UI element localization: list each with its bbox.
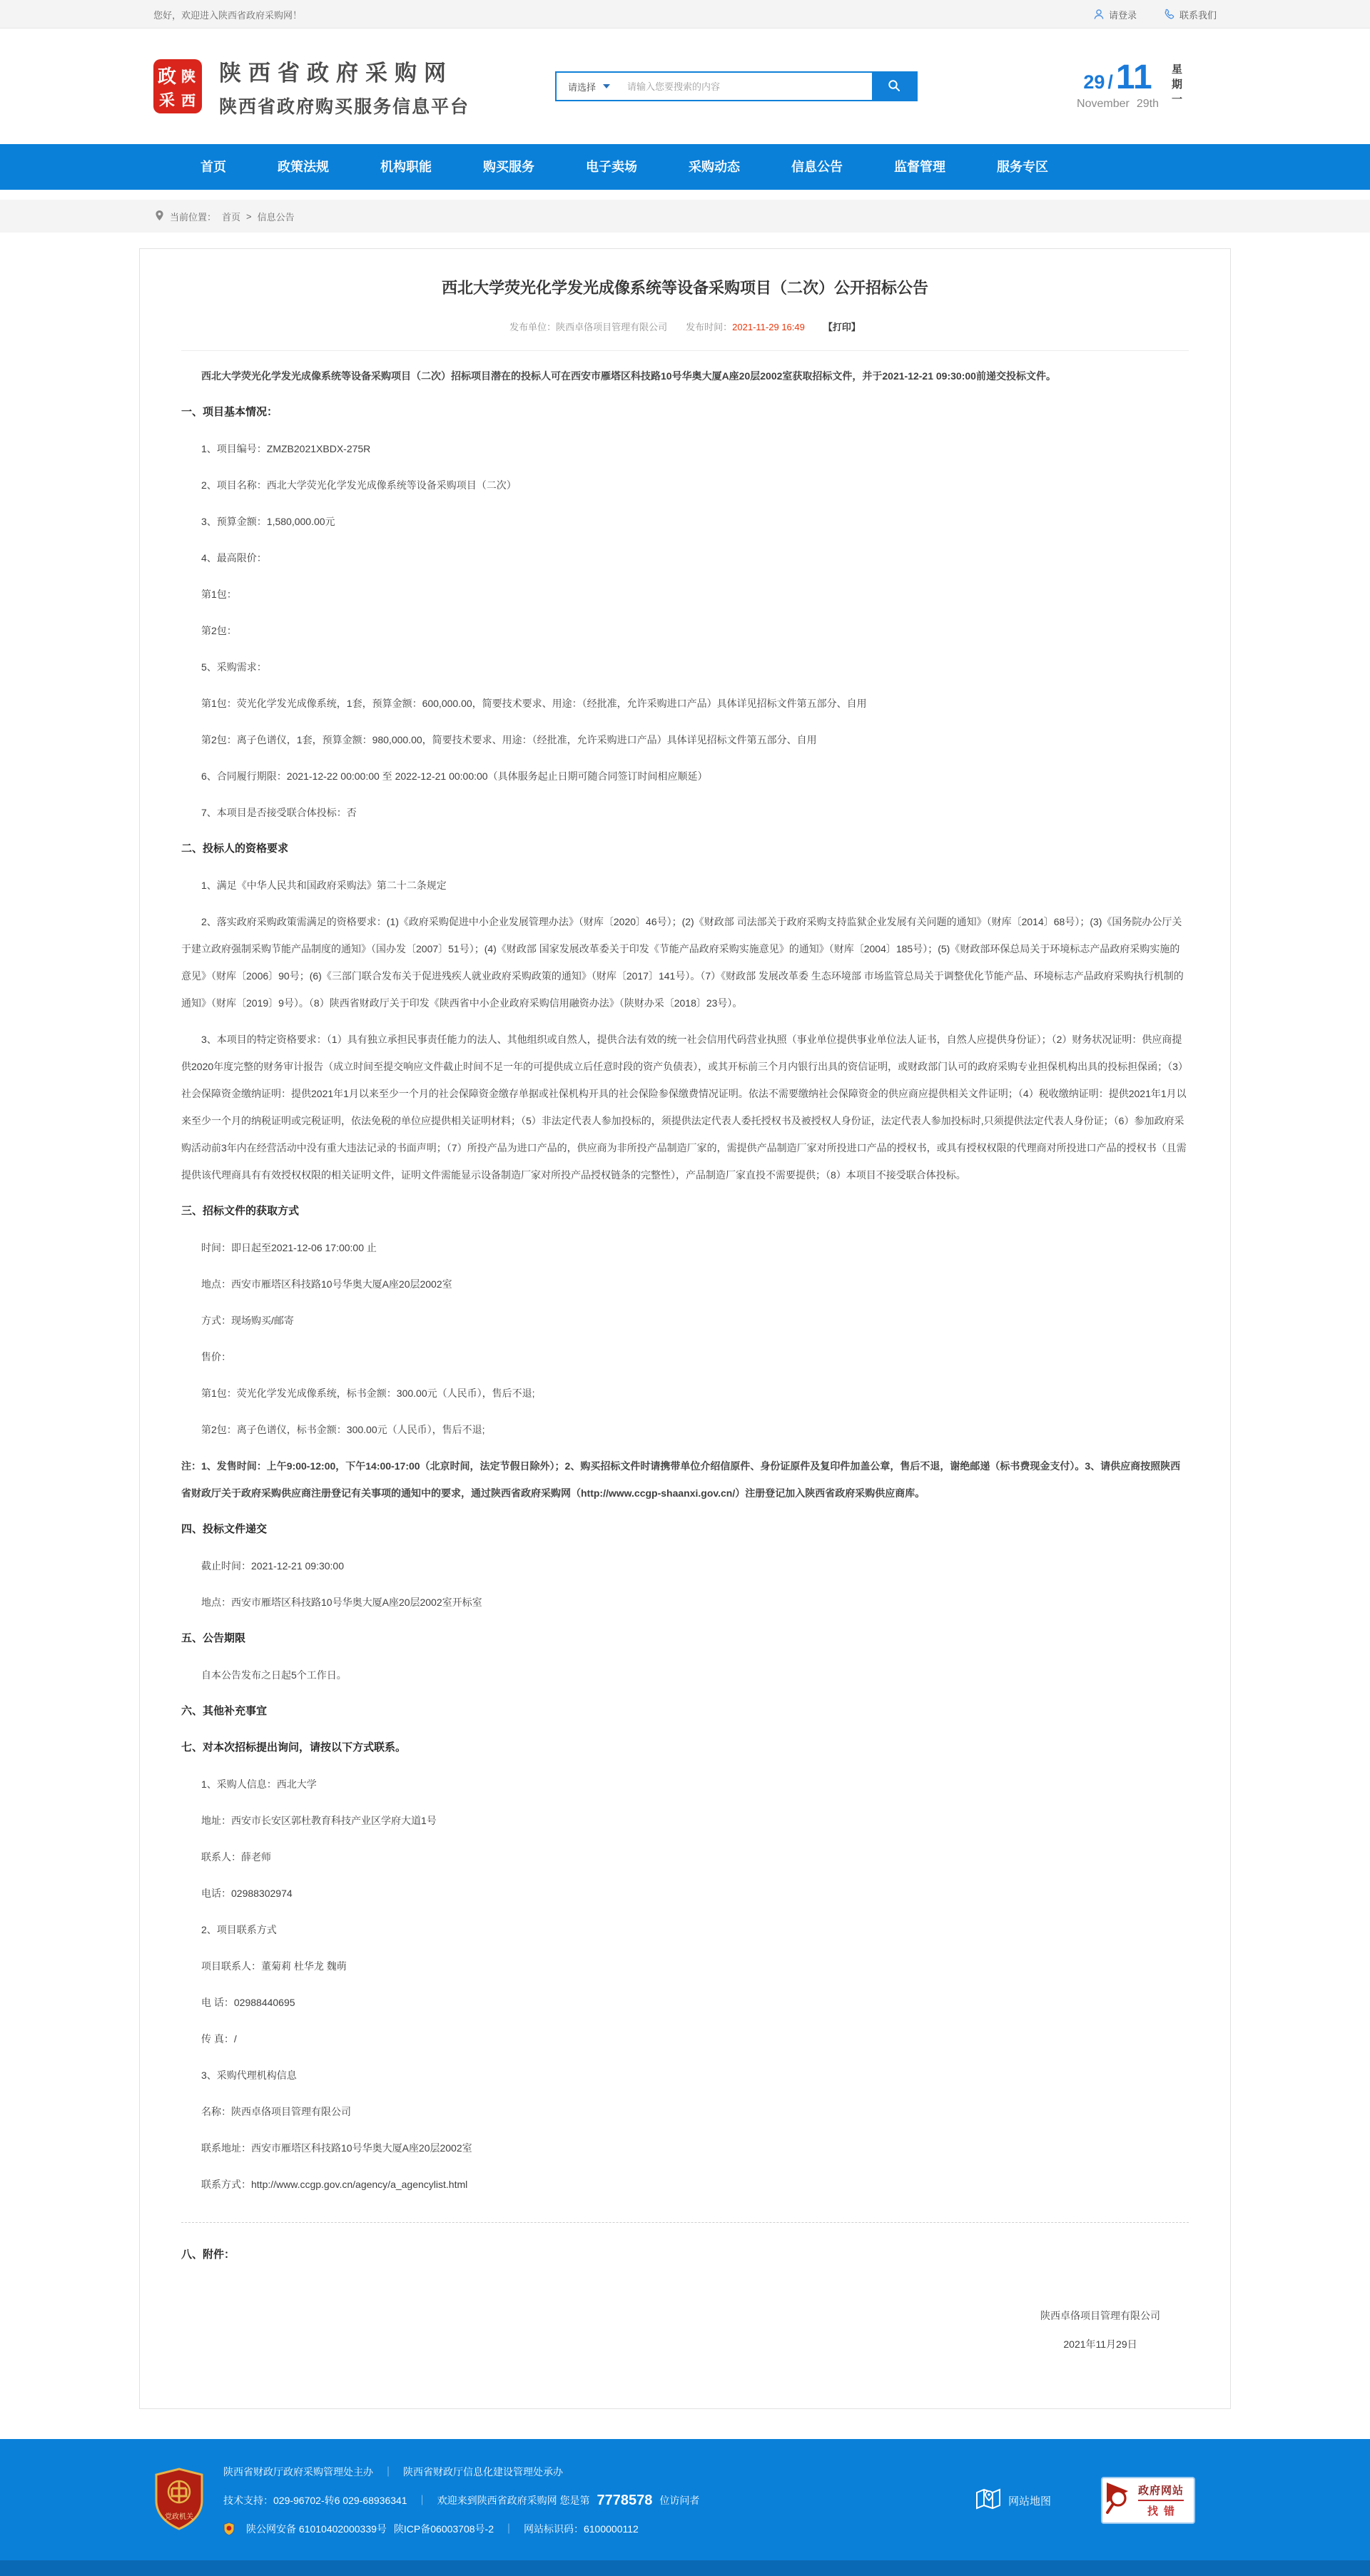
signature-company: 陕西卓佫项目管理有限公司 — [1040, 2310, 1160, 2321]
publish-time-value: 2021-11-29 16:49 — [732, 322, 805, 332]
article-paragraph: 第2包：离子色谱仪，标书金额：300.00元（人民币），售后不退; — [201, 1424, 485, 1435]
date-slash: / — [1107, 71, 1113, 93]
logo-seal-icon — [153, 59, 202, 113]
login-label: 请登录 — [1108, 9, 1137, 21]
article-paragraph: 2、项目名称：西北大学荧光化学发光成像系统等设备采购项目（二次） — [201, 479, 517, 491]
article-paragraph: 第2包：离子色谱仪，1套，预算金额：980,000.00，简要技术要求、用途：（经批准，允许采购进口产品）具体详见招标文件第五部分、自用 — [201, 734, 817, 745]
nav-item-8[interactable]: 服务专区 — [997, 160, 1048, 174]
government-emblem-icon — [153, 2468, 205, 2534]
article-paragraph: 电 话：02988440695 — [201, 1997, 295, 2008]
greeting-text: 您好，欢迎进入陕西省政府采购网！ — [153, 9, 303, 21]
search-input[interactable] — [620, 73, 872, 100]
article-paragraph: 地址：西安市长安区郭杜教育科技产业区学府大道1号 — [201, 1815, 437, 1826]
contact-label: 联系我们 — [1179, 9, 1217, 21]
attachment-divider — [181, 2222, 1189, 2223]
article-paragraph: 西北大学荧光化学发光成像系统等设备采购项目（二次）招标项目潜在的投标人可在西安市雁塔区科技路10号华奥大厦A座20层2002室获取招标文件，并于2021-12-21 09:30:00前递交投标文件。 — [201, 370, 1056, 382]
article-paragraph: 第1包： — [201, 589, 237, 600]
article-paragraph: 售价： — [201, 1351, 231, 1363]
sitemap-map-icon — [975, 2487, 1001, 2514]
nav-item-1[interactable]: 政策法规 — [278, 160, 329, 174]
article-paragraph: 1、采购人信息：西北大学 — [201, 1778, 317, 1790]
main-content — [0, 233, 1370, 2439]
error-badge-divider — [1138, 2500, 1184, 2501]
site-subtitle: 陕西省政府购买服务信息平台 — [219, 96, 470, 117]
footer-visitor-suffix: 位访问者 — [659, 2495, 700, 2506]
search-button[interactable] — [872, 73, 916, 100]
search-icon — [887, 78, 901, 95]
section-heading: 三、招标文件的获取方式 — [181, 1205, 300, 1217]
seal-char: 采 — [158, 91, 175, 109]
breadcrumb-current[interactable]: 信息公告 — [257, 211, 295, 223]
nav-item-2[interactable]: 机构职能 — [380, 160, 432, 174]
footer-co-organizer: 陕西省财政厅信息化建设管理处承办 — [403, 2466, 563, 2478]
article-paragraph: 方式：现场购买/邮寄 — [201, 1315, 294, 1326]
article-paragraph: 传 真：/ — [201, 2033, 237, 2045]
nav-items — [139, 144, 1231, 190]
section-heading: 二、投标人的资格要求 — [181, 842, 289, 855]
sitemap-link[interactable] — [975, 2487, 1051, 2514]
article-paragraph: 第2包： — [201, 625, 237, 636]
article-paragraph: 联系地址：西安市雁塔区科技路10号华奥大厦A座20层2002室 — [201, 2142, 472, 2154]
article-paragraph: 2、落实政府采购政策需满足的资格要求：(1)《政府采购促进中小企业发展管理办法》（财库〔2020〕46号）；(2)《财政部 司法部关于政府采购支持监狱企业发展有关问题的通知》（财库〔2014〕68号）；(3)《国务院办公厅关于建立政府强制采购节能产品制度的通知》（国办发〔2007〕51号）；(4)《财政部 国家发展改革委关于印发《节能产品政府采购实施意见》的通知》（财库〔2004〕185号）；(5)《财政部环保总局关于环境标志产品政府采购实施的意见》（财库〔2006〕90号；(6)《三部门联合发布关于促进残疾人就业政府采购政策的通知》（财库〔2017〕141号）。（7）《财政部 发展改革委 生态环境部 市场监管总局关于调整优化节能产品、环境标志产品政府采购执行机制的通知》（财库〔2019〕9号）。（8）陕西省财政厅关于印发《陕西省中小企业政府采购信用融资办法》（陕财办采〔2018〕23号）。 — [181, 916, 1184, 1009]
article-paragraph: 截止时间：2021-12-21 09:30:00 — [201, 1560, 344, 1572]
date-month-name: November — [1077, 98, 1130, 110]
site-logo[interactable] — [153, 55, 470, 118]
nav-item-0[interactable]: 首页 — [201, 160, 226, 174]
footer-line-organizers: 陕西省财政厅政府采购管理处主办 ｜ 陕西省财政厅信息化建设管理处承办 — [223, 2458, 699, 2486]
date-month: 11 — [1115, 58, 1152, 96]
section-heading: 一、项目基本情况： — [181, 406, 278, 418]
beian-icp-link[interactable]: 陕ICP备06003708号-2 — [393, 2523, 494, 2535]
article-paragraph: 6、合同履行期限：2021-12-22 00:00:00 至 2022-12-21 00:00:00（具体服务起止日期可随合同签订时间相应顺延） — [201, 770, 708, 782]
article-paragraph: 7、本项目是否接受联合体投标：否 — [201, 807, 357, 818]
police-badge-icon — [223, 2522, 235, 2535]
article-paragraph: 注：1、发售时间：上午9:00-12:00，下午14:00-17:00（北京时间，法定节假日除外）；2、购买招标文件时请携带单位介绍信原件、身份证原件及复印件加盖公章，售后不退，谢绝邮递（标书费现金支付）。3、请供应商按照陕西省财政厅关于政府采购供应商注册登记有关事项的通知中的要求，通过陕西省政府采购网（http://www.ccgp-shaanxi.gov.cn/）注册登记加入陕西省政府采购供应商库。 — [181, 1460, 1181, 1499]
article-paragraph: 3、预算金额：1,580,000.00元 — [201, 516, 335, 527]
visitor-count: 7778578 — [597, 2493, 653, 2508]
location-pin-icon — [155, 210, 164, 223]
date-widget — [1077, 58, 1217, 111]
article-paragraph: 项目联系人：董菊莉 杜华龙 魏萌 — [201, 1960, 347, 1972]
seal-char: 陕 — [181, 69, 196, 85]
announcement-article — [139, 248, 1231, 2409]
footer-support: 技术支持：029-96702-转6 029-68936341 — [223, 2495, 407, 2506]
emblem-label: 党政机关 — [165, 2513, 193, 2521]
nav-item-4[interactable]: 电子卖场 — [586, 160, 637, 174]
footer-line-support: 技术支持：029-96702-转6 029-68936341 ｜ 欢迎来到陕西省政府采购网 您是第 7778578 位访问者 — [223, 2486, 699, 2515]
search-select-label: 请选择 — [568, 81, 597, 93]
article-paragraph: 5、采购需求： — [201, 661, 267, 673]
article-paragraph: 4、最高限价： — [201, 552, 267, 564]
date-ordinal: 29th — [1136, 98, 1159, 110]
error-badge-action: 找错 — [1147, 2505, 1180, 2518]
article-paragraph: 3、采购代理机构信息 — [201, 2070, 297, 2081]
phone-icon — [1164, 9, 1175, 20]
print-button[interactable]: 【打印】 — [823, 322, 861, 332]
login-link[interactable] — [1093, 8, 1137, 21]
publisher-value: 陕西卓佫项目管理有限公司 — [556, 322, 668, 332]
date-weekday: 星期一 — [1170, 63, 1182, 108]
article-paragraph: 2、项目联系方式 — [201, 1924, 277, 1935]
signature-date: 2021年11月29日 — [1063, 2338, 1137, 2350]
breadcrumb-home[interactable]: 首页 — [222, 211, 241, 223]
main-nav — [0, 144, 1370, 190]
site-header — [0, 29, 1370, 144]
sitemap-label: 网站地图 — [1008, 2495, 1051, 2508]
article-paragraph: 第1包：荧光化学发光成像系统，1套，预算金额：600,000.00，简要技术要求、用途：（经批准，允许采购进口产品）具体详见招标文件第五部分、自用 — [201, 698, 867, 709]
section-heading: 六、其他补充事宜 — [181, 1705, 268, 1717]
publisher-label: 发布单位： — [509, 322, 557, 332]
nav-item-6[interactable]: 信息公告 — [791, 160, 843, 174]
search-box — [555, 71, 918, 101]
footer-line-beian: 陕公网安备 61010402000339号 陕ICP备06003708号-2 ｜ 网站标识码：6100000112 — [223, 2515, 699, 2543]
footer-welcome: 欢迎来到陕西省政府采购网 您是第 — [437, 2495, 590, 2506]
site-code: 网站标识码：6100000112 — [523, 2523, 639, 2535]
section-heading: 七、对本次招标提出询问，请按以下方式联系。 — [181, 1741, 407, 1753]
section-heading: 四、投标文件递交 — [181, 1523, 268, 1535]
article-body — [181, 362, 1189, 2198]
footer-bottom-strip — [0, 2560, 1370, 2576]
article-paragraph: 1、项目编号：ZMZB2021XBDX-275R — [201, 443, 371, 454]
contact-link[interactable] — [1164, 8, 1217, 21]
seal-char: 政 — [157, 66, 176, 87]
nav-item-7[interactable]: 监督管理 — [894, 160, 945, 174]
search-category-select[interactable] — [557, 73, 620, 100]
article-paragraph: 地点：西安市雁塔区科技路10号华奥大厦A座20层2002室 — [201, 1278, 452, 1290]
seal-char: 西 — [181, 93, 196, 109]
breadcrumb-label: 当前位置： — [170, 211, 217, 223]
date-day: 29 — [1083, 71, 1105, 93]
error-badge-magnifier-icon — [1105, 2481, 1130, 2520]
nav-item-5[interactable]: 采购动态 — [689, 160, 740, 174]
article-paragraph: 1、满足《中华人民共和国政府采购法》第二十二条规定 — [201, 880, 447, 891]
beian-gongan-link[interactable]: 陕公网安备 61010402000339号 — [246, 2523, 387, 2535]
site-title: 陕西省政府采购网 — [219, 60, 453, 86]
top-bar — [0, 0, 1370, 29]
article-paragraph: 3、本项目的特定资格要求：（1）具有独立承担民事责任能力的法人、其他组织或自然人，提供合法有效的统一社会信用代码营业执照（事业单位提供事业单位法人证书，自然人应提供身份证）；（2）财务状况证明：供应商提供2020年度完整的财务审计报告（成立时间至提交响应文件截止时间不足一年的可提供成立后任意时段的资产负债表），或其开标前三个月内银行出具的资信证明，或财政部门认可的政府采购专业担保机构出具的投标担保函；（3）社会保障资金缴纳证明：提供2021年1月以来至少一个月的社会保障资金缴存单据或社保机构开具的社会保险参保缴费情况证明。依法不需要缴纳社会保障资金的供应商应提供相关文件证明；（4）税收缴纳证明：提供2021年1月以来至少一个月的纳税证明或完税证明，依法免税的单位应提供相关证明材料；（5）非法定代表人参加投标的，须提供法定代表人委托授权书及被授权人身份证，法定代表人参加投标时,只须提供法定代表人身份证；（6）参加政府采购活动前3年内在经营活动中没有重大违法记录的书面声明；（7）所投产品为进口产品的，供应商为非所投产品制造厂家的，需提供产品制造厂家对所投进口产品的授权书，或具有授权权限的代理商对所投进口产品的授权书（且需提供该代理商具有有效授权权限的相关证明文件，证明文件需能显示设备制造厂家对所投产品授权链条的完整性），产品制造厂家直投不需要提供；（8）本项目不接受联合体投标。 — [181, 1034, 1188, 1181]
user-icon — [1093, 9, 1105, 20]
error-badge-title: 政府网站 — [1137, 2485, 1184, 2497]
article-paragraph: 地点：西安市雁塔区科技路10号华奥大厦A座20层2002室开标室 — [201, 1597, 482, 1608]
article-paragraph: 时间：即日起至2021-12-06 17:00:00 止 — [201, 1242, 377, 1253]
article-paragraph: 名称：陕西卓佫项目管理有限公司 — [201, 2106, 351, 2117]
publish-time-label: 发布时间： — [686, 322, 733, 332]
article-meta — [181, 320, 1189, 351]
section-heading: 五、公告期限 — [181, 1632, 246, 1644]
breadcrumb-bar — [0, 200, 1370, 233]
article-paragraph: 自本公告发布之日起5个工作日。 — [201, 1669, 347, 1681]
page-title: 西北大学荧光化学发光成像系统等设备采购项目（二次）公开招标公告 — [441, 279, 928, 297]
chevron-down-icon — [603, 84, 610, 88]
footer-organizer: 陕西省财政厅政府采购管理处主办 — [223, 2466, 373, 2478]
article-paragraph: 电话：02988302974 — [201, 1888, 293, 1899]
gov-site-error-badge[interactable] — [1101, 2477, 1195, 2524]
attachment-heading: 八、附件： — [181, 2249, 235, 2261]
article-paragraph: 联系人：薛老师 — [201, 1851, 271, 1863]
breadcrumb-separator: > — [246, 210, 252, 222]
site-footer — [0, 2439, 1370, 2576]
signature-block — [181, 2269, 1189, 2358]
nav-item-3[interactable]: 购买服务 — [483, 160, 534, 174]
article-paragraph: 联系方式：http://www.ccgp.gov.cn/agency/a_agencylist.html — [201, 2179, 468, 2190]
article-paragraph: 第1包：荧光化学发光成像系统，标书金额：300.00元（人民币），售后不退; — [201, 1388, 535, 1399]
